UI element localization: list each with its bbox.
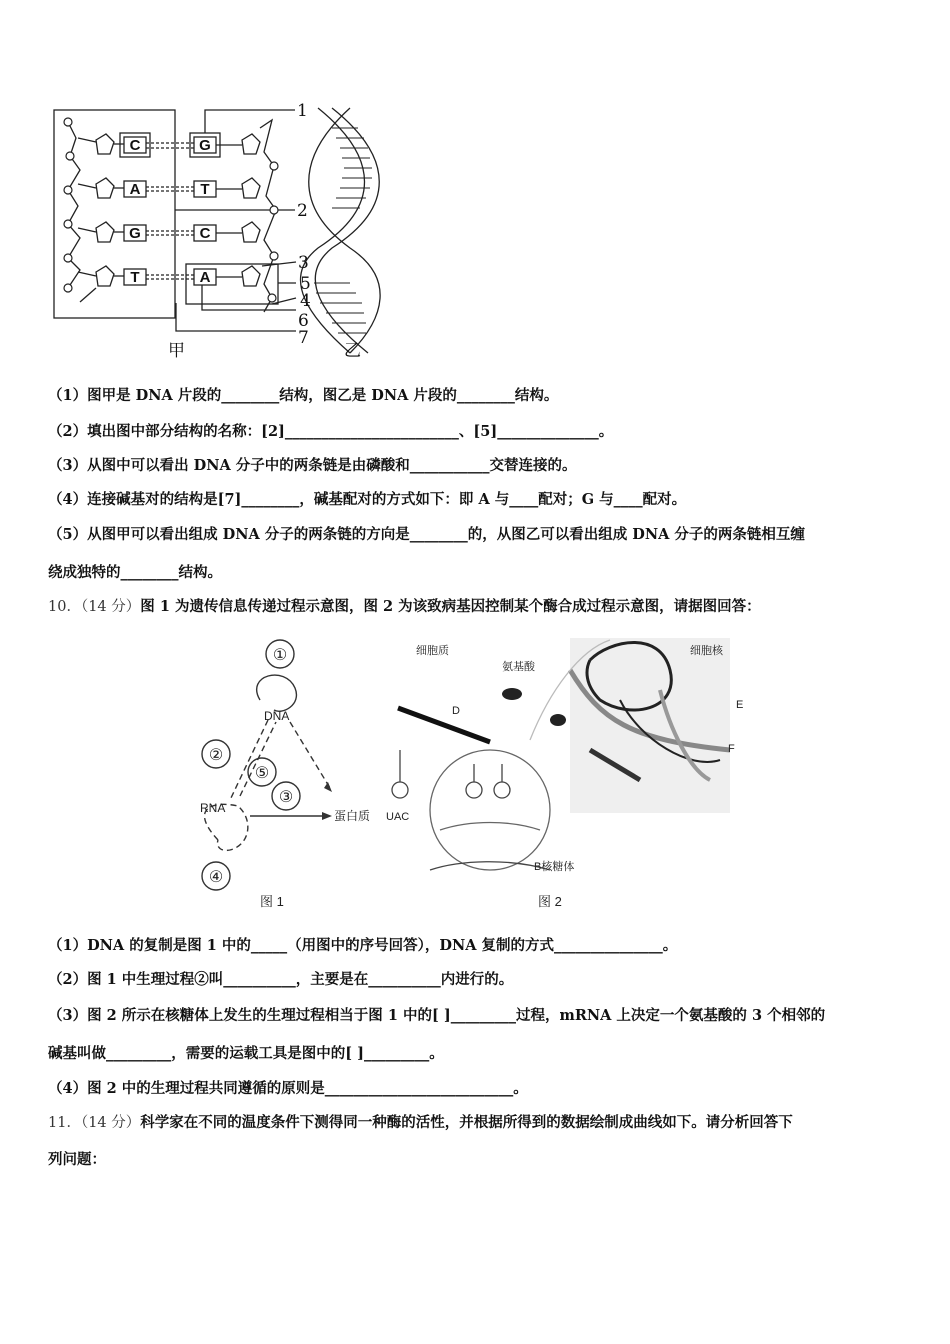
fig2-cytoplasm: 细胞质 [416, 645, 449, 657]
fig2-label-e: E [736, 699, 744, 711]
fig2-amino-acid: 氨基酸 [502, 661, 535, 673]
fig2-uac: UAC [386, 811, 410, 823]
q10-stem: 图 1 为遗传信息传递过程示意图，图 2 为该致病基因控制某个酶合成过程示意图，请据图回答： [140, 598, 761, 615]
left-base-4: T [130, 269, 140, 286]
q11-stem-line [48, 1111, 793, 1132]
left-base-3: G [129, 225, 141, 242]
q11-number: 11．（14 分） [48, 1115, 141, 1131]
q9-line-5a: （5）从图甲可以看出组成 DNA 分子的两条链的方向是________的，从图乙可以看出组成 DNA 分子的两条链相互缠 [48, 526, 805, 543]
label-yi: 乙 [344, 341, 361, 361]
left-base-2: A [129, 181, 141, 198]
q10-line-2: （2）图 1 中生理过程②叫__________，主要是在__________内进行的。 [48, 971, 514, 988]
callout-5: 5 [300, 274, 311, 294]
q9-line-2: （2）填出图中部分结构的名称：[2]________________________、[5]______________。 [48, 423, 614, 440]
fig1-dna: DNA [264, 709, 290, 723]
gene-expression-figures [190, 630, 750, 915]
fig1-label: 图 1 [260, 894, 284, 909]
q10-line-3a: （3）图 2 所示在核糖体上发生的生理过程相当于图 1 中的[ ]_________过程，mRNA 上决定一个氨基酸的 3 个相邻的 [48, 1007, 826, 1024]
q9-line-4: （4）连接碱基对的结构是[7]________，碱基配对的方式如下：即 A 与____配对；G 与____配对。 [48, 491, 687, 508]
q9-line-3: （3）从图中可以看出 DNA 分子中的两条链是由磷酸和___________交替连接的。 [48, 457, 577, 474]
callout-4: 4 [300, 291, 311, 311]
label-jia: 甲 [168, 341, 185, 361]
q9-line-5b: 绕成独特的________结构。 [48, 564, 222, 581]
q11-stem-b: 列问题： [48, 1151, 106, 1168]
callout-7: 7 [298, 328, 309, 348]
right-base-3: C [199, 225, 211, 242]
fig2-nucleus: 细胞核 [690, 645, 723, 657]
fig2-label-d: D [452, 705, 460, 717]
callout-6: 6 [298, 311, 309, 331]
q11-stem-a: 科学家在不同的温度条件下测得同一种酶的活性，并根据所得到的数据绘制成曲线如下。请分析回答下 [140, 1114, 793, 1131]
fig2-ribosome: B核糖体 [534, 861, 575, 873]
fig1-protein: 蛋白质 [334, 809, 371, 823]
q10-stem-line [48, 595, 761, 616]
fig2-label-f: F [728, 743, 735, 755]
fig1-circle-5: ⑤ [254, 763, 270, 782]
callout-2: 2 [297, 201, 308, 221]
fig1-circle-2: ② [208, 745, 224, 764]
dna-structure-figure [50, 98, 430, 363]
q9-line-1: （1）图甲是 DNA 片段的________结构，图乙是 DNA 片段的________结构。 [48, 387, 559, 404]
q10-line-1: （1）DNA 的复制是图 1 中的_____（用图中的序号回答），DNA 复制的方式_______________。 [48, 937, 678, 954]
fig1-rna: RNA [200, 801, 226, 815]
callout-1: 1 [297, 101, 308, 121]
right-base-4: A [199, 269, 211, 286]
fig1-circle-1: ① [272, 645, 288, 664]
q10-number: 10．（14 分） [48, 599, 141, 615]
left-base-1: C [129, 137, 141, 154]
callout-3: 3 [298, 253, 309, 273]
q10-line-3b: 碱基叫做_________，需要的运载工具是图中的[ ]_________。 [48, 1045, 444, 1062]
fig1-circle-3: ③ [278, 787, 294, 806]
q10-line-4: （4）图 2 中的生理过程共同遵循的原则是__________________________。 [48, 1080, 528, 1097]
right-base-2: T [200, 181, 210, 198]
fig1-circle-4: ④ [208, 867, 224, 886]
fig2-label: 图 2 [538, 894, 562, 909]
right-base-1: G [199, 137, 211, 154]
